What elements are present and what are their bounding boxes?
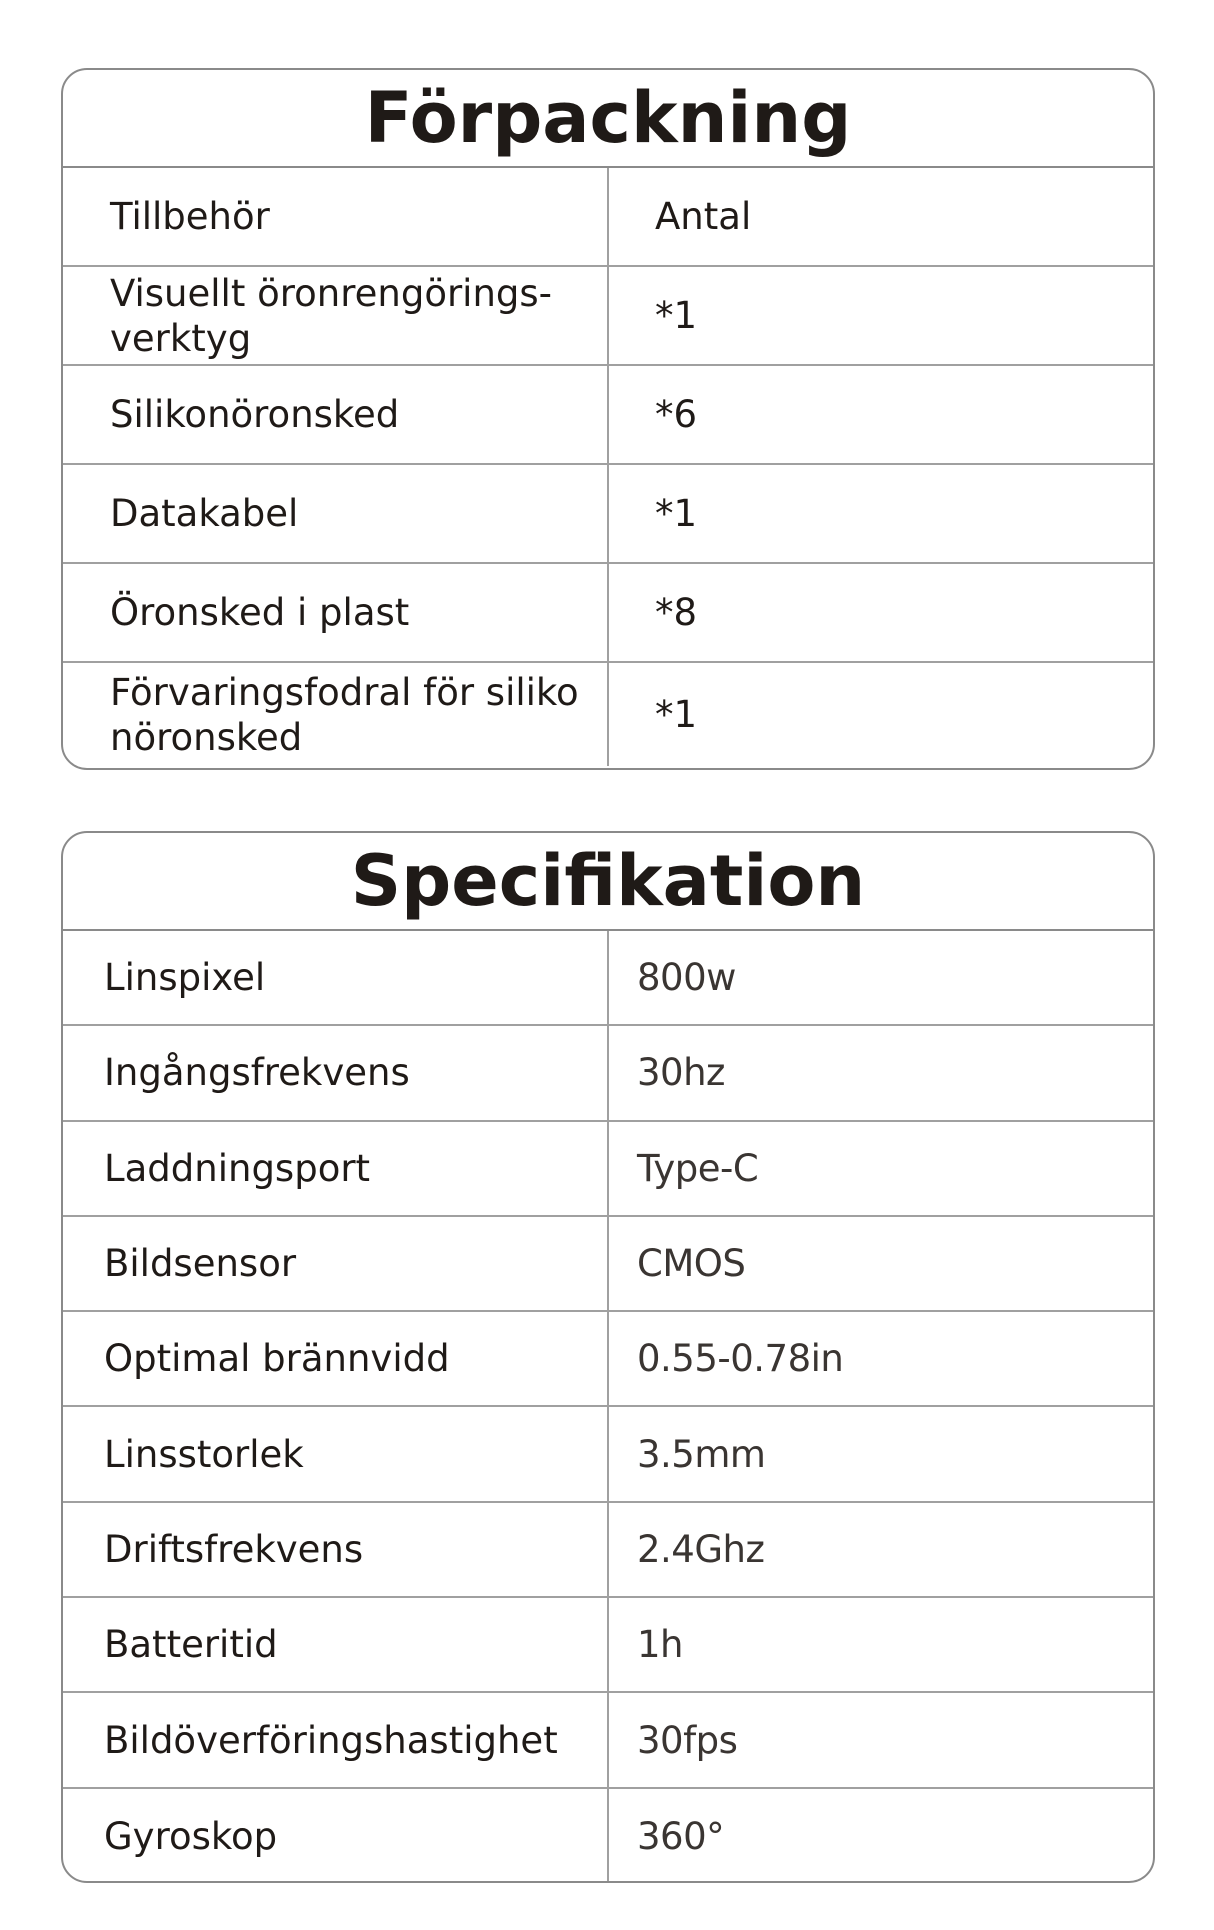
table-row — [63, 1026, 1153, 1121]
table-row — [63, 1693, 1153, 1788]
packaging-table — [61, 68, 1155, 770]
table-row — [63, 1312, 1153, 1407]
spec-value: 0.55-0.78in — [637, 1337, 844, 1381]
spec-value: 800w — [637, 956, 736, 1000]
packaging-header-count: Antal — [655, 195, 752, 238]
packaging-item: Silikonöronsked — [63, 366, 609, 463]
specification-table — [61, 831, 1155, 1883]
spec-label: Driftsfrekvens — [63, 1503, 609, 1596]
spec-value: 3.5mm — [637, 1432, 766, 1476]
table-row — [63, 931, 1153, 1026]
packaging-count: *8 — [655, 591, 698, 634]
spec-label: Optimal brännvidd — [63, 1312, 609, 1405]
specification-title: Specifikation — [63, 833, 1153, 931]
packaging-count: *6 — [655, 393, 698, 436]
packaging-count: *1 — [655, 492, 698, 535]
packaging-item: Visuellt öronrengörings- verktyg — [63, 267, 609, 364]
table-row — [63, 267, 1153, 366]
spec-label: Bildsensor — [63, 1217, 609, 1310]
packaging-item: Förvaringsfodral för siliko nöronsked — [63, 663, 609, 766]
spec-value: 30hz — [637, 1051, 725, 1095]
table-row — [63, 1407, 1153, 1502]
spec-label: Batteritid — [63, 1598, 609, 1691]
packaging-header-row — [63, 168, 1153, 267]
table-row — [63, 1789, 1153, 1883]
packaging-item: Öronsked i plast — [63, 564, 609, 661]
table-row — [63, 1503, 1153, 1598]
packaging-title: Förpackning — [63, 70, 1153, 168]
table-row — [63, 366, 1153, 465]
table-row — [63, 465, 1153, 564]
table-row — [63, 564, 1153, 663]
table-row — [63, 1122, 1153, 1217]
packaging-count: *1 — [655, 693, 698, 736]
spec-value: CMOS — [637, 1242, 746, 1286]
spec-label: Bildöverföringshastighet — [63, 1693, 609, 1786]
packaging-header-item: Tillbehör — [63, 168, 609, 265]
spec-value: 2.4Ghz — [637, 1527, 765, 1571]
table-row — [63, 1217, 1153, 1312]
spec-value: 30fps — [637, 1718, 738, 1762]
spec-label: Ingångsfrekvens — [63, 1026, 609, 1119]
spec-value: 360° — [637, 1814, 725, 1858]
packaging-item: Datakabel — [63, 465, 609, 562]
table-row — [63, 1598, 1153, 1693]
spec-label: Linsstorlek — [63, 1407, 609, 1500]
spec-label: Linspixel — [63, 931, 609, 1024]
spec-value: 1h — [637, 1623, 683, 1667]
packaging-count: *1 — [655, 294, 698, 337]
table-row — [63, 663, 1153, 766]
spec-label: Gyroskop — [63, 1789, 609, 1883]
spec-value: Type-C — [637, 1146, 759, 1190]
spec-label: Laddningsport — [63, 1122, 609, 1215]
